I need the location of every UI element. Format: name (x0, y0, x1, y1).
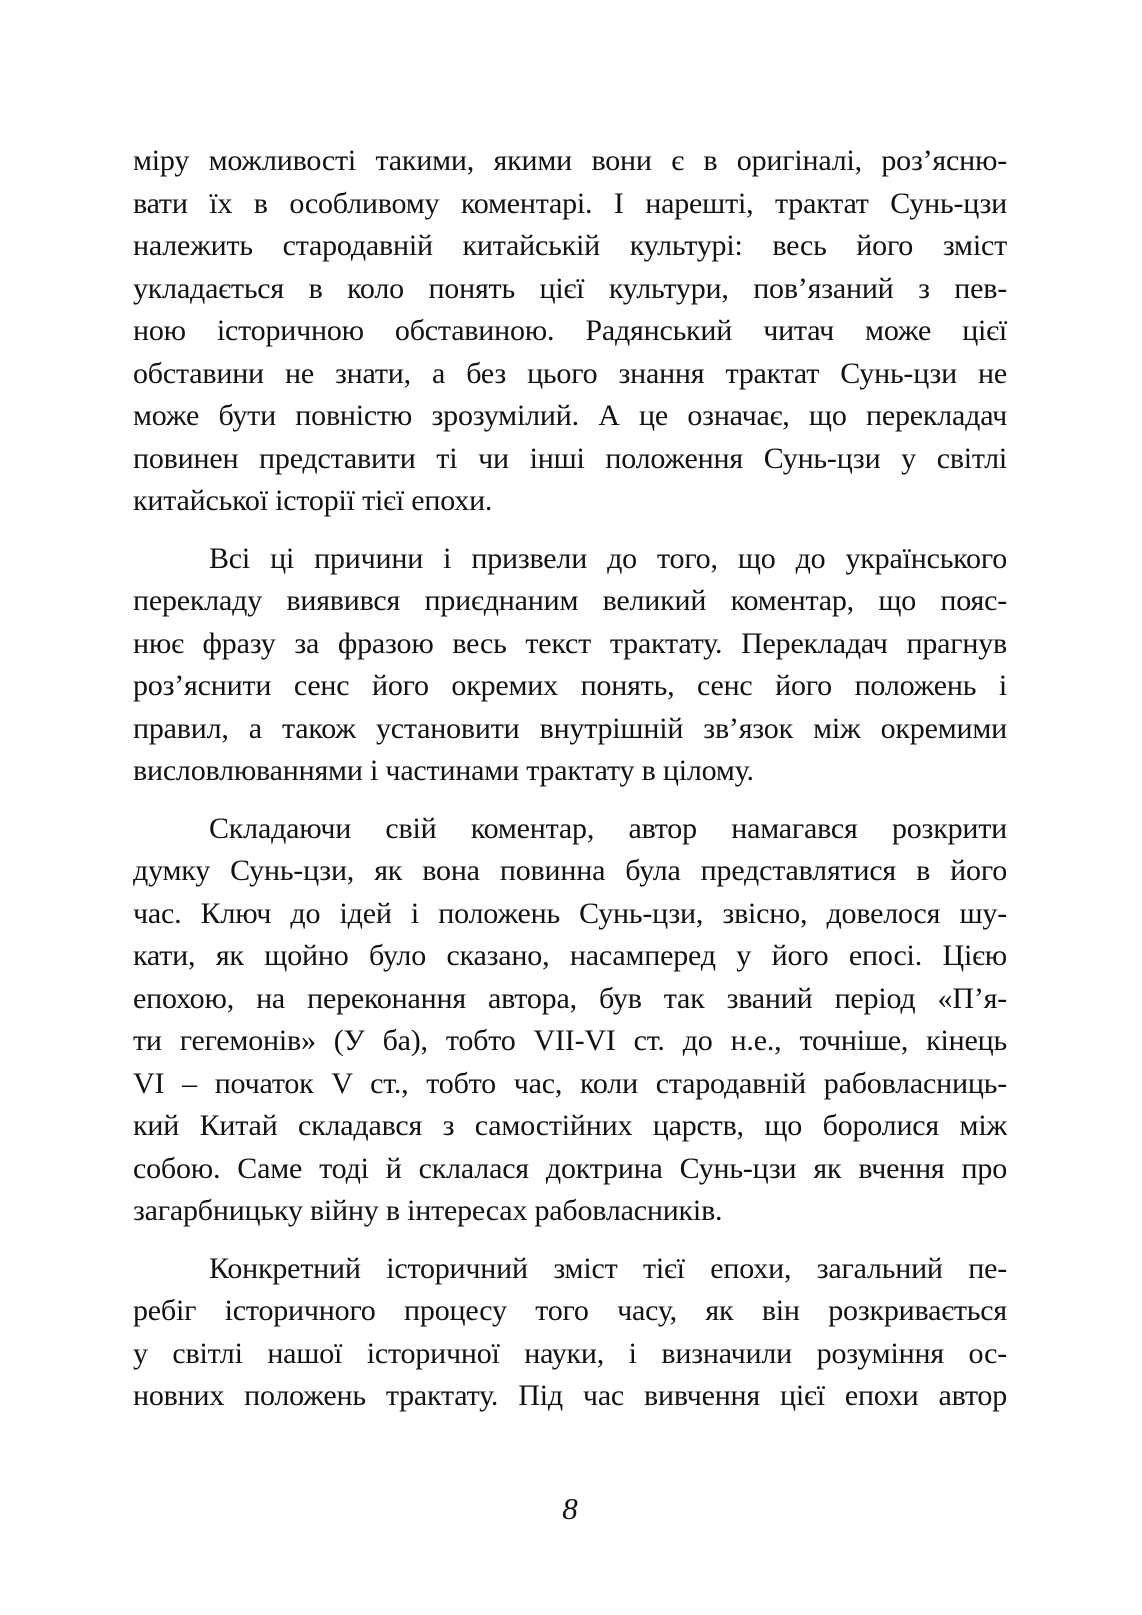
page-number: 8 (562, 1491, 578, 1526)
text-line: кати, як щойно було сказано, насамперед у його епосі. Цією (133, 939, 1007, 972)
text-line: перекладу виявився приєднаним великий коментар, що пояс- (133, 584, 1007, 617)
text-line: думку Сунь-цзи, як вона повинна була представлятися в його (133, 854, 1007, 887)
paragraph (133, 1248, 1007, 1418)
text-line: ребіг історичного процесу того часу, як він розкривається (133, 1294, 1007, 1327)
text-line: повинен представити ті чи інші положення Сунь-цзи у світлі (133, 441, 1007, 475)
paragraph (133, 538, 1007, 793)
text-line: вати їх в особливому коментарі. І нарешті, трактат Сунь-цзи (133, 186, 1007, 220)
text-line: загарбницьку війну в інтересах рабовласників. (133, 1194, 723, 1227)
text-line: роз’яснити сенс його окремих понять, сенс його положень і (133, 669, 1007, 702)
text-line: Всі ці причини і призвели до того, що до українського (209, 541, 1007, 575)
paragraph (133, 140, 1007, 523)
text-line: обставини не знати, а без цього знання трактат Сунь-цзи не (133, 356, 1007, 390)
text-line: у світлі нашої історичної науки, і визначили розуміння ос- (133, 1336, 1007, 1370)
text-line: час. Ключ до ідей і положень Сунь-цзи, звісно, довелося шу- (133, 896, 1007, 930)
page-text (133, 140, 1007, 1433)
text-line: може бути повністю зрозумілий. А це означає, що перекладач (133, 399, 1007, 432)
text-line: епохою, на переконання автора, був так званий період «П’я- (133, 981, 1007, 1015)
paragraph (133, 808, 1007, 1233)
text-line: правил, а також установити внутрішній зв’язок між окремими (133, 711, 1007, 745)
text-line: Конкретний історичний зміст тієї епохи, загальний пе- (209, 1251, 1007, 1285)
text-line: китайської історії тієї епохи. (133, 484, 493, 517)
text-line: кий Китай складався з самостійних царств, що боролися між (133, 1109, 1007, 1142)
text-line: Складаючи свій коментар, автор намагався розкрити (209, 811, 1007, 845)
text-line: нює фразу за фразою весь текст трактату. Перекладач прагнув (133, 626, 1007, 660)
text-line: новних положень трактату. Під час вивчення цієї епохи автор (133, 1379, 1007, 1412)
text-line: належить стародавній китайській культурі: весь його зміст (133, 229, 1007, 262)
text-line: собою. Саме тоді й склалася доктрина Сунь-цзи як вчення про (133, 1151, 1007, 1185)
text-line: ти гегемонів» (У ба), тобто VII-VI ст. до н.е., точніше, кінець (133, 1024, 1007, 1057)
text-line: міру можливості такими, якими вони є в оригіналі, роз’ясню- (133, 144, 1007, 177)
text-line: укладається в коло понять цієї культури, пов’язаний з пев- (133, 271, 1007, 305)
text-line: ною історичною обставиною. Радянський читач може цієї (133, 314, 1007, 347)
text-line: висловлюваннями і частинами трактату в цілому. (133, 754, 754, 787)
text-line: VI – початок V ст., тобто час, коли стародавній рабовласниць- (133, 1066, 1007, 1100)
